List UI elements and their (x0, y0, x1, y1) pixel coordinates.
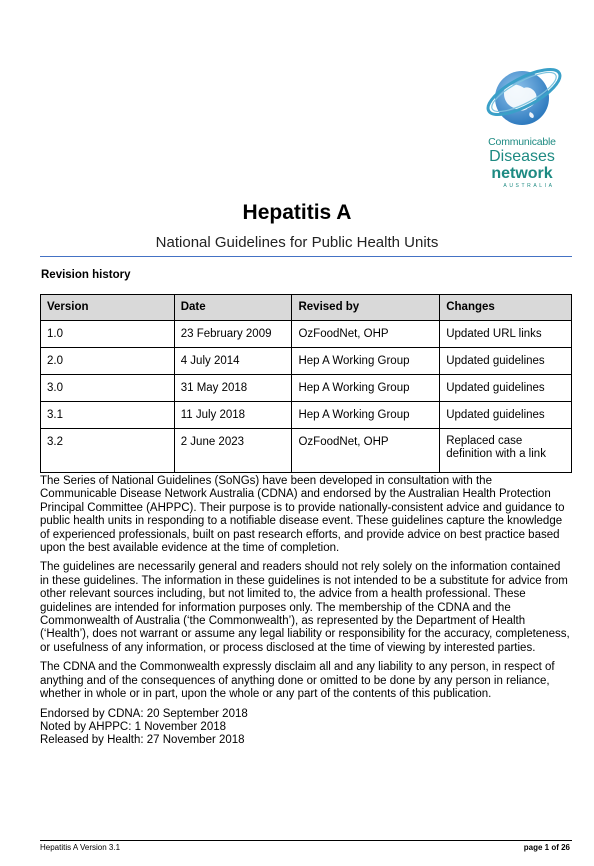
released-by-health: Released by Health: 27 November 2018 (40, 734, 245, 747)
table-row (41, 375, 572, 402)
cell-revised-by: OzFoodNet, OHP (292, 321, 440, 348)
cell-version: 1.0 (41, 321, 175, 348)
cell-version: 2.0 (41, 348, 175, 375)
header-date: Date (174, 295, 292, 321)
cell-version: 3.2 (41, 429, 175, 473)
logo-line-1: Communicable (488, 136, 556, 148)
cell-date: 23 February 2009 (174, 321, 292, 348)
table-row (41, 402, 572, 429)
document-subtitle: National Guidelines for Public Health Units (155, 234, 439, 251)
document-title: Hepatitis A (242, 201, 352, 224)
cell-version: 3.0 (41, 375, 175, 402)
table-row (41, 321, 572, 348)
endorsed-by-cdna: Endorsed by CDNA: 20 September 2018 (40, 707, 248, 720)
cell-changes: Updated guidelines (440, 348, 572, 375)
logo-line-3: network (491, 165, 553, 182)
cell-date: 2 June 2023 (174, 429, 292, 473)
noted-by-ahppc: Noted by AHPPC: 1 November 2018 (40, 720, 227, 733)
table-row (41, 429, 572, 473)
endorsement-block (40, 708, 570, 748)
footer-page-number: page 1 of 26 (523, 843, 570, 852)
logo-line-4: AUSTRALIA (503, 183, 555, 189)
globe-icon (480, 56, 566, 136)
cdna-logo (472, 56, 572, 196)
header-revised-by: Revised by (292, 295, 440, 321)
table-header-row (41, 295, 572, 321)
cell-changes: Updated guidelines (440, 402, 572, 429)
cell-date: 4 July 2014 (174, 348, 292, 375)
paragraph-songs-intro: The Series of National Guidelines (SoNGs) have been developed in consultation with the Communicable Disease Network Australia (CDNA) and endorsed by the Australian Health Protection Principal Committee (AHPPC). Their purpose is to provide nationally-consistent advice and guidance to public health units in responding to a notifiable disease event. These guidelines capture the knowledge of experienced professionals, built on past research efforts, and provide advice on best practice based upon the best available evidence at the time of completion. (40, 475, 565, 555)
cell-revised-by: Hep A Working Group (292, 375, 440, 402)
header-changes: Changes (440, 295, 572, 321)
cell-changes: Updated URL links (440, 321, 572, 348)
revision-history-table (40, 294, 572, 473)
cell-changes: Updated guidelines (440, 375, 572, 402)
table-row (41, 348, 572, 375)
revision-history-heading: Revision history (41, 269, 131, 281)
cell-changes: Replaced case definition with a link (440, 429, 572, 473)
cell-revised-by: Hep A Working Group (292, 348, 440, 375)
paragraph-liability: The CDNA and the Commonwealth expressly disclaim all and any liability to any person, in respect of anything and of the consequences of anything done or omitted to be done by any person in reliance, whether in whole or in part, upon the whole or any part of the contents of this publication. (40, 661, 555, 701)
header-version: Version (41, 295, 175, 321)
footer-document-version: Hepatitis A Version 3.1 (40, 843, 121, 852)
logo-line-2: Diseases (489, 148, 555, 165)
cell-date: 31 May 2018 (174, 375, 292, 402)
cell-date: 11 July 2018 (174, 402, 292, 429)
cell-version: 3.1 (41, 402, 175, 429)
cell-revised-by: Hep A Working Group (292, 402, 440, 429)
title-divider (40, 256, 572, 257)
document-body (40, 475, 570, 748)
paragraph-disclaimer: The guidelines are necessarily general and readers should not rely solely on the information contained in these guidelines. The information in these guidelines is not intended to be a substitute for advice from other relevant sources including, but not limited to, the advice from a health professional. These guidelines are intended for information purposes only. The membership of the CDNA and the Commonwealth of Australia (‘the Commonwealth’), as represented by the Department of Health (‘Health’), does not warrant or assume any legal liability or responsibility for the accuracy, completeness, or usefulness of any information, or process disclosed at the time of viewing by interested parties. (40, 561, 570, 654)
footer-divider (40, 840, 572, 841)
cell-revised-by: OzFoodNet, OHP (292, 429, 440, 473)
